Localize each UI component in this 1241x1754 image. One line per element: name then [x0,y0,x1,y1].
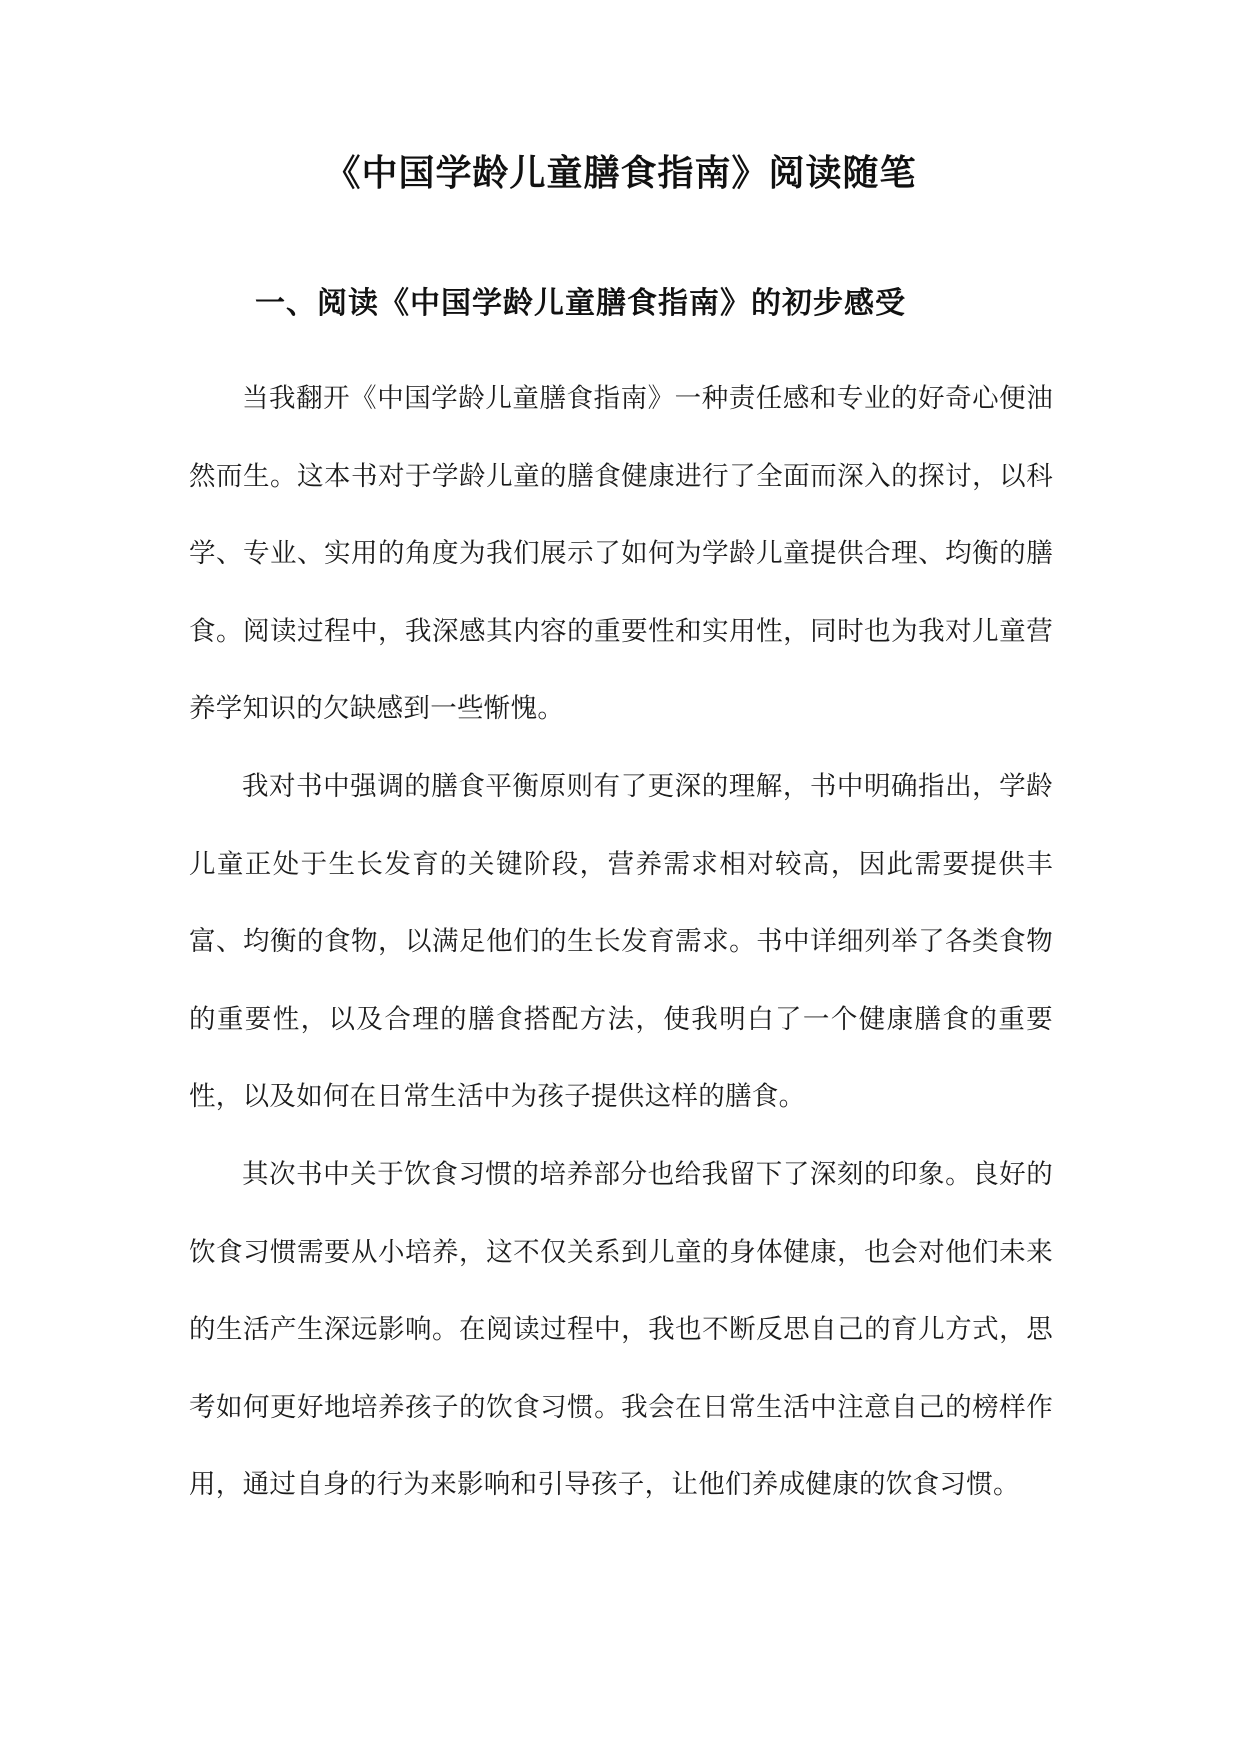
document-body [189,360,1053,1524]
section-heading: 一、阅读《中国学龄儿童膳食指南》的初步感受 [255,286,906,321]
paragraph-1: 当我翻开《中国学龄儿童膳食指南》一种责任感和专业的好奇心便油然而生。这本书对于学龄儿童的膳食健康进行了全面而深入的探讨，以科学、专业、实用的角度为我们展示了如何为学龄儿童提供合理、均衡的膳食。阅读过程中，我深感其内容的重要性和实用性，同时也为我对儿童营养学知识的欠缺感到一些惭愧。 [189,383,1053,725]
paragraph-3: 其次书中关于饮食习惯的培养部分也给我留下了深刻的印象。良好的饮食习惯需要从小培养，这不仅关系到儿童的身体健康，也会对他们未来的生活产生深远影响。在阅读过程中，我也不断反思自己的育儿方式，思考如何更好地培养孩子的饮食习惯。我会在日常生活中注意自己的榜样作用，通过自身的行为来影响和引导孩子，让他们养成健康的饮食习惯。 [189,1158,1053,1501]
document-title: 《中国学龄儿童膳食指南》阅读随笔 [324,153,917,194]
paragraph-2: 我对书中强调的膳食平衡原则有了更深的理解，书中明确指出，学龄儿童正处于生长发育的关键阶段，营养需求相对较高，因此需要提供丰富、均衡的食物，以满足他们的生长发育需求。书中详细列举了各类食物的重要性，以及合理的膳食搭配方法，使我明白了一个健康膳食的重要性，以及如何在日常生活中为孩子提供这样的膳食。 [189,770,1053,1113]
